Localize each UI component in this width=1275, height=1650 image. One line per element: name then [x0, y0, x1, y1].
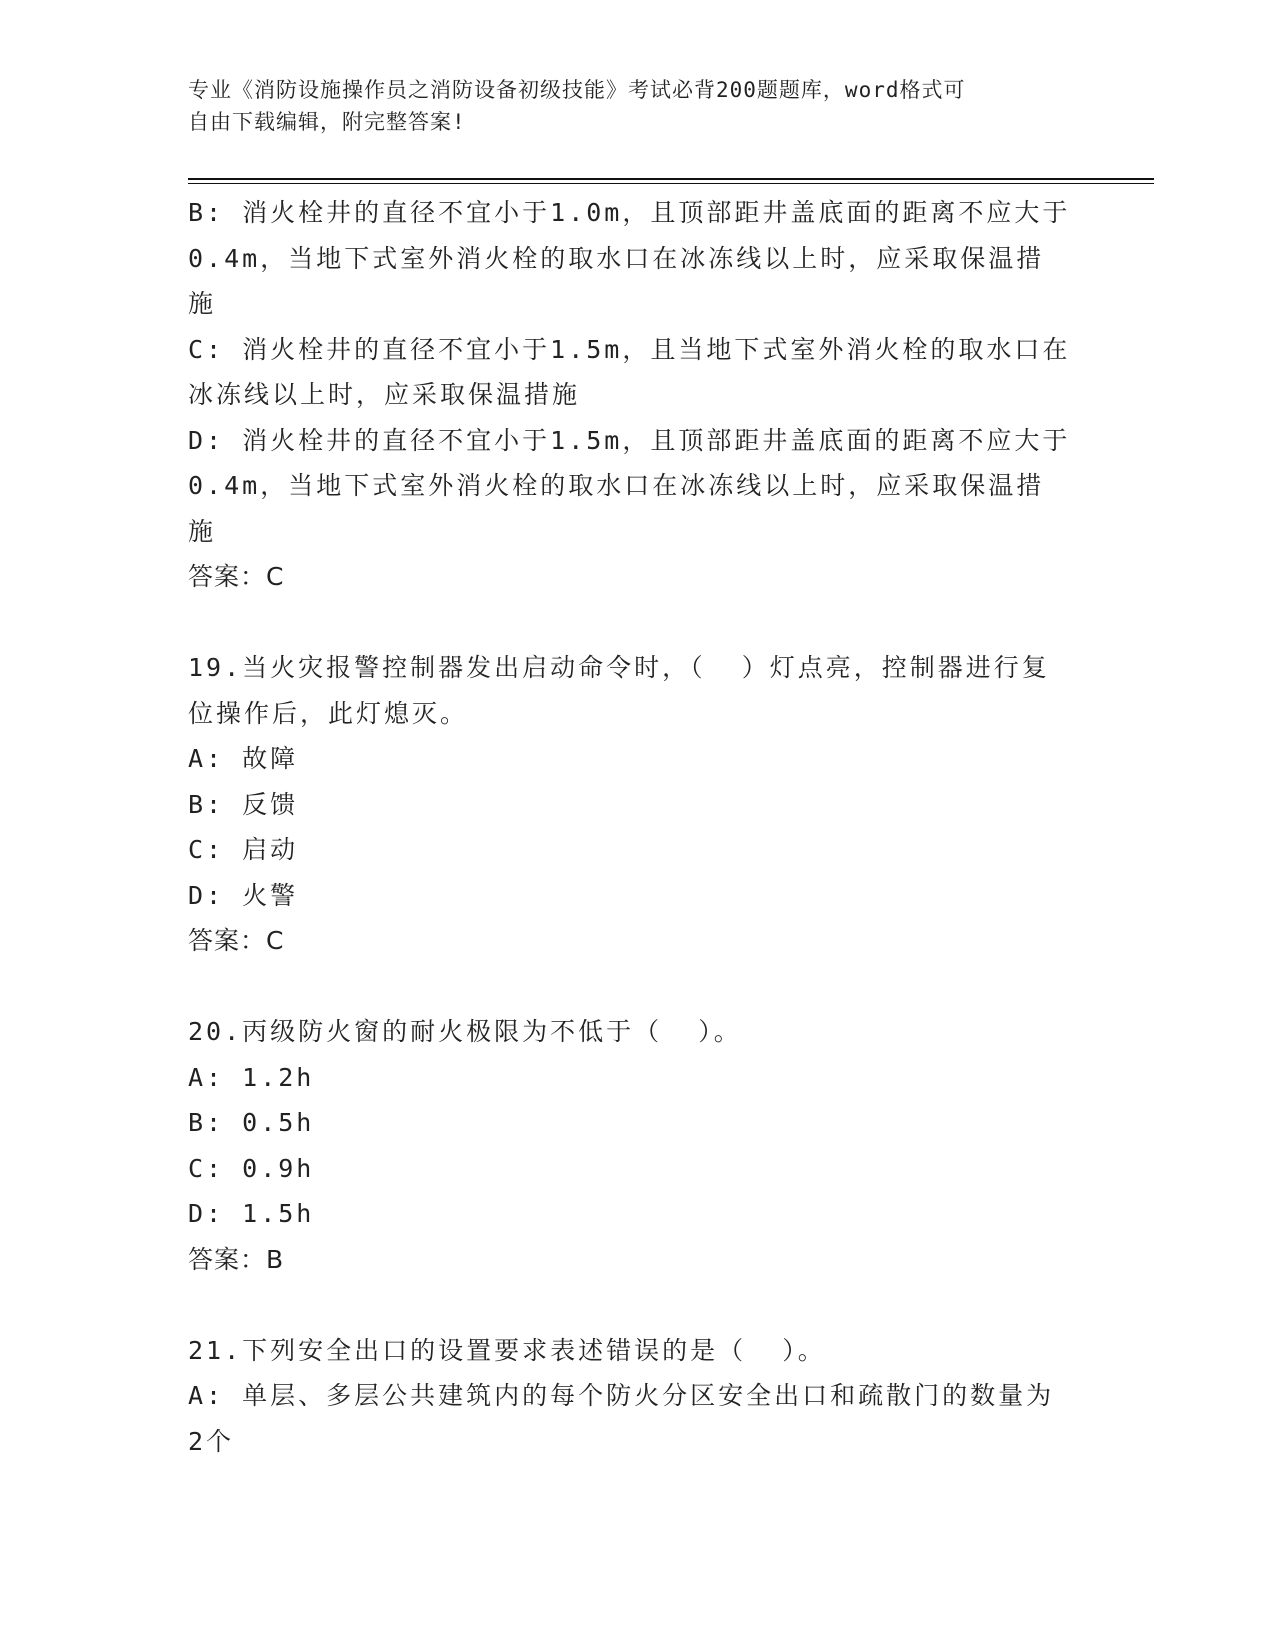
q19-stem-line-2: 位操作后，此灯熄灭。 — [188, 698, 469, 728]
q18-option-d-line-3: 施 — [188, 516, 217, 546]
q19-option-c: C: 启动 — [188, 835, 299, 864]
q21-stem: 21.下列安全出口的设置要求表述错误的是（ ）。 — [188, 1335, 826, 1365]
q18-option-c-line-2: 冰冻线以上时，应采取保温措施 — [188, 380, 581, 409]
q18-option-b-line-1: B: 消火栓井的直径不宜小于1.0m，且顶部距井盖底面的距离不应大于 — [188, 198, 1071, 227]
header-line-1: 专业《消防设施操作员之消防设备初级技能》考试必背200题题库，word格式可 — [188, 78, 966, 102]
spacer — [188, 964, 1088, 1010]
q18-option-c-line-1: C: 消火栓井的直径不宜小于1.5m，且当地下式室外消火栓的取水口在 — [188, 334, 1071, 364]
header-line-2: 自由下载编辑，附完整答案! — [188, 110, 466, 134]
q19-option-a: A: 故障 — [188, 744, 299, 773]
q18-option-d-line-1: D: 消火栓井的直径不宜小于1.5m，且顶部距井盖底面的距离不应大于 — [188, 425, 1071, 455]
q19-answer: 答案：C — [188, 926, 285, 955]
question-20 — [188, 1009, 1088, 1282]
q20-option-b: B: 0.5h — [188, 1108, 315, 1137]
q21-option-a-line-2: 2个 — [188, 1426, 235, 1456]
q19-option-b: B: 反馈 — [188, 789, 299, 819]
document-header — [188, 74, 1088, 138]
q20-option-a: A: 1.2h — [188, 1062, 315, 1092]
q18-option-d-line-2: 0.4m，当地下式室外消火栓的取水口在冰冻线以上时，应采取保温措 — [188, 471, 1045, 500]
q20-option-d: D: 1.5h — [188, 1199, 315, 1228]
q18-answer: 答案：C — [188, 562, 285, 591]
question-18-options — [188, 190, 1088, 600]
header-rule-thick — [188, 178, 1154, 180]
spacer — [188, 600, 1088, 646]
q19-option-d: D: 火警 — [188, 880, 299, 910]
question-21 — [188, 1328, 1088, 1465]
q20-stem: 20.丙级防火窗的耐火极限为不低于（ ）。 — [188, 1017, 742, 1046]
q20-answer: 答案：B — [188, 1244, 285, 1274]
q18-option-b-line-3: 施 — [188, 289, 217, 318]
q21-option-a-line-1: A: 单层、多层公共建筑内的每个防火分区安全出口和疏散门的数量为 — [188, 1381, 1055, 1410]
q20-option-c: C: 0.9h — [188, 1153, 315, 1183]
question-19 — [188, 645, 1088, 964]
header-rule-thin — [188, 183, 1154, 184]
question-content — [188, 190, 1088, 1464]
q18-option-b-line-2: 0.4m，当地下式室外消火栓的取水口在冰冻线以上时，应采取保温措 — [188, 243, 1045, 273]
q19-stem-line-1: 19.当火灾报警控制器发出启动命令时，（ ）灯点亮，控制器进行复 — [188, 653, 1050, 682]
spacer — [188, 1282, 1088, 1328]
